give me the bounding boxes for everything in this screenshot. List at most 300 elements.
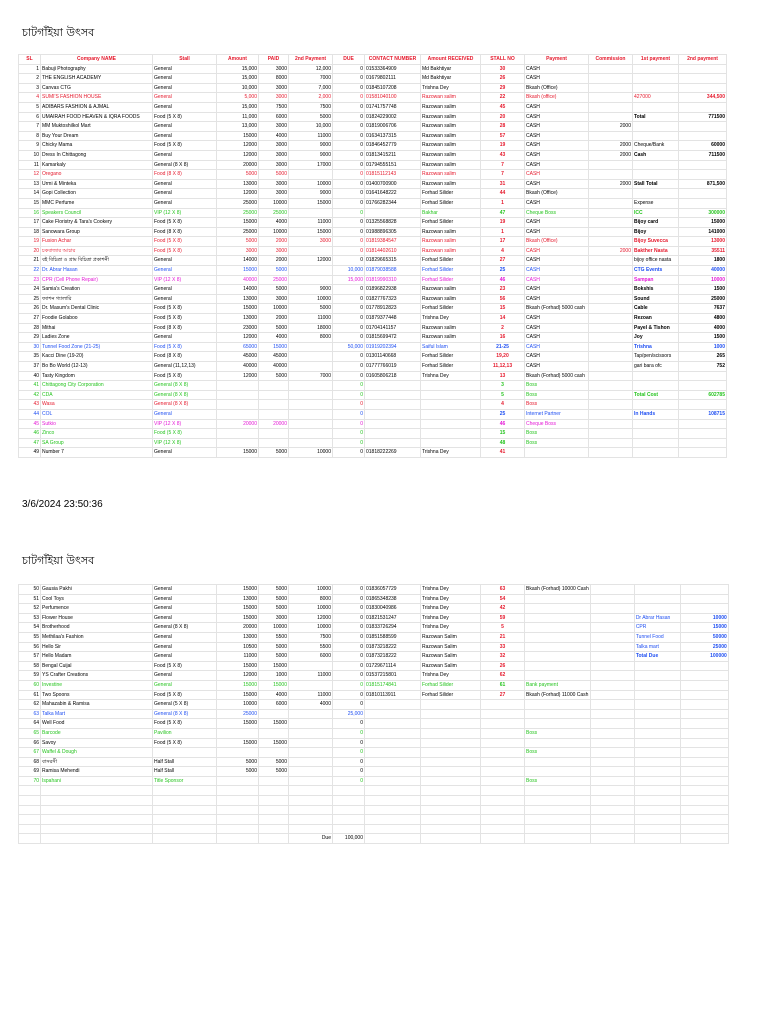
table-row [19,728,729,738]
cell-stall-no: 26 [481,74,525,84]
cell-paid: 6000 [259,112,289,122]
cell-sl: 61 [19,690,41,700]
table-row [19,342,727,352]
cell-contact-number [365,786,421,796]
cell-amount: 13000 [217,632,259,642]
cell-second-payment-summary: 10000 [679,275,727,285]
cell-stall: General (8 X 8) [153,709,217,719]
cell-amount-received: Forhad Silider [421,690,481,700]
cell-amount-received [421,381,481,391]
cell-due: 25,000 [333,709,365,719]
table-row [19,74,727,84]
cell-stall-no: 44 [481,189,525,199]
cell-second-payment: 10000 [289,585,333,595]
cell-due: 0 [333,352,365,362]
cell-stall-no: 3 [481,381,525,391]
cell-company-name [41,786,153,796]
cell-payment: CASH [525,323,589,333]
cell-due: 0 [333,767,365,777]
cell-due: 0 [333,208,365,218]
cell-contact-number: 01873218222 [365,652,421,662]
cell-amount: 25000 [217,198,259,208]
header-second-payment-summary: 2nd payment [679,55,727,65]
cell-amount-received: Forhad Silider [421,256,481,266]
table-row [19,285,727,295]
cell-stall-no: 28 [481,122,525,132]
cell-amount: 13000 [217,594,259,604]
cell-amount: 15000 [217,613,259,623]
cell-sl: 21 [19,256,41,266]
table-header-row [19,55,727,65]
cell-stall [153,834,217,844]
cell-amount-received [421,390,481,400]
cell-stall-no: 23 [481,285,525,295]
cell-commission [590,824,634,834]
cell-amount-received: Trishna Dey [421,594,481,604]
cell-amount [217,815,259,825]
cell-second-payment-summary [679,131,727,141]
cell-due: 0 [333,719,365,729]
cell-payment: Bkash (Forhad) 5000 cash [525,304,589,314]
cell-payment: CASH [525,179,589,189]
cell-amount-received: Saiful Islam [421,342,481,352]
cell-contact-number [365,776,421,786]
cell-amount-received [421,796,481,806]
table-row [19,680,729,690]
cell-first-payment: Cheque/Bank [633,141,679,151]
table-row [19,738,729,748]
cell-amount-received: Razowan Salim [421,632,481,642]
cell-commission [589,390,633,400]
cell-first-payment [634,700,680,710]
cell-contact-number: 01301140668 [365,352,421,362]
cell-contact-number [365,815,421,825]
cell-second-payment-summary: 15000 [679,218,727,228]
cell-paid: 15000 [259,738,289,748]
cell-amount: 15000 [217,680,259,690]
cell-amount-received [421,776,481,786]
cell-contact-number: 01827767323 [365,294,421,304]
cell-commission [590,719,634,729]
cell-amount: 15000 [217,218,259,228]
cell-second-payment-summary: 10000 [680,613,728,623]
cell-sl: 1 [19,64,41,74]
cell-second-payment-summary [680,815,728,825]
cell-commission [589,400,633,410]
cell-first-payment [634,594,680,604]
header-paid: PAID [259,55,289,65]
cell-second-payment [289,400,333,410]
cell-contact-number: 01766282344 [365,198,421,208]
cell-sl [19,815,41,825]
cell-company-name: Wasa [41,400,153,410]
cell-stall-no: 41 [481,448,525,458]
table-row [19,314,727,324]
cell-amount-received: Forhad Silider [421,680,481,690]
cell-stall: General (8 X 8) [153,400,217,410]
cell-second-payment-summary [679,438,727,448]
header-stall: Stall [153,55,217,65]
cell-commission [590,632,634,642]
cell-sl: 29 [19,333,41,343]
cell-first-payment: Stall Total [633,179,679,189]
cell-second-payment-summary: 15000 [680,623,728,633]
cell-sl: 26 [19,304,41,314]
cell-due: 0 [333,429,365,439]
cell-due [333,824,365,834]
cell-amount: 15000 [217,719,259,729]
cell-payment: CASH [525,122,589,132]
cell-amount-received [421,400,481,410]
cell-amount: 20000 [217,623,259,633]
cell-commission [590,767,634,777]
cell-stall-no: 1 [481,198,525,208]
cell-sl: 45 [19,419,41,429]
cell-stall-no: 56 [481,294,525,304]
cell-stall: Food (8 X 8) [153,170,217,180]
cell-stall-no: 30 [481,64,525,74]
cell-sl: 19 [19,237,41,247]
cell-contact-number: 01919202394 [365,342,421,352]
cell-company-name: MM Muktoshilkol Mart [41,122,153,132]
cell-second-payment [289,719,333,729]
cell-company-name: Samia's Creation [41,285,153,295]
cell-second-payment: 11000 [289,131,333,141]
cell-stall: General [153,150,217,160]
table-row [19,448,727,458]
cell-first-payment: bijoy office nasta [633,256,679,266]
cell-amount: 15000 [217,448,259,458]
cell-amount-received [421,786,481,796]
cell-second-payment-summary: 1500 [679,333,727,343]
cell-company-name: Chicky Mama [41,141,153,151]
cell-second-payment: 10000 [289,623,333,633]
cell-stall: General [153,613,217,623]
cell-stall: General [153,131,217,141]
cell-sl: 16 [19,208,41,218]
cell-stall: Food (5 X 8) [153,141,217,151]
cell-second-payment [289,170,333,180]
cell-amount-received [421,728,481,738]
cell-stall [153,796,217,806]
cell-paid [259,429,289,439]
cell-contact-number: 01741757748 [365,102,421,112]
cell-sl: 66 [19,738,41,748]
cell-commission [589,438,633,448]
cell-stall [153,748,217,758]
cell-stall: General (11,12,13) [153,362,217,372]
cell-sl: 24 [19,285,41,295]
cell-sl: 63 [19,709,41,719]
header-commission: Commission [589,55,633,65]
cell-second-payment [289,815,333,825]
cell-payment: CASH [525,275,589,285]
cell-amount-received [421,824,481,834]
cell-stall-no: 11,12,13 [481,362,525,372]
cell-amount [217,438,259,448]
cell-sl [19,786,41,796]
cell-stall: General [153,93,217,103]
cell-amount: 15000 [217,690,259,700]
cell-commission [589,381,633,391]
cell-company-name: Two Spoons [41,690,153,700]
cell-stall: Food (8 X 8) [153,323,217,333]
table-row [19,83,727,93]
cell-contact-number: 01815699472 [365,333,421,343]
cell-stall-no: 17 [481,237,525,247]
cell-paid: 5000 [259,585,289,595]
cell-second-payment-summary [679,400,727,410]
cell-contact-number: 01537215801 [365,671,421,681]
cell-sl: 44 [19,409,41,419]
cell-company-name: Dr. Masum's Dental Clinic [41,304,153,314]
cell-stall: General [153,409,217,419]
table-row [19,419,727,429]
cell-stall-no: 31 [481,179,525,189]
table-row [19,400,727,410]
cell-first-payment: Total [633,112,679,122]
cell-second-payment-summary [680,585,728,595]
cell-sl: 8 [19,131,41,141]
cell-second-payment-summary [680,709,728,719]
cell-due: 0 [333,594,365,604]
cell-commission [589,198,633,208]
cell-amount-received: Forhad Silider [421,198,481,208]
cell-sl: 62 [19,700,41,710]
cell-second-payment-summary [679,122,727,132]
cell-sl: 46 [19,429,41,439]
cell-commission: 2000 [589,122,633,132]
cell-paid [259,805,289,815]
cell-contact-number: 01819006706 [365,122,421,132]
cell-first-payment [633,170,679,180]
cell-commission [589,362,633,372]
cell-first-payment: CTG Events [633,266,679,276]
cell-company-name: Cool Toys [41,594,153,604]
cell-stall-no [481,728,525,738]
cell-second-payment: 11000 [289,314,333,324]
cell-contact-number [365,757,421,767]
cell-contact-number: 01865348238 [365,594,421,604]
cell-company-name: Urmi & Minteka [41,179,153,189]
cell-first-payment: Tap/pen/scissors [633,352,679,362]
cell-sl: 22 [19,266,41,276]
cell-first-payment [633,189,679,199]
cell-contact-number [365,438,421,448]
cell-sl: 12 [19,170,41,180]
cell-company-name: Brotherhood [41,623,153,633]
cell-payment: Boss [525,429,589,439]
table-row [19,256,727,266]
cell-paid: 5000 [259,371,289,381]
table-row [19,623,729,633]
cell-first-payment: ICC [633,208,679,218]
cell-due: 0 [333,294,365,304]
cell-second-payment: 10000 [289,179,333,189]
cell-amount-received: Razowan salim [421,112,481,122]
cell-commission [589,342,633,352]
cell-second-payment-summary [680,776,728,786]
cell-sl: 50 [19,585,41,595]
cell-contact-number: 01815174841 [365,680,421,690]
cell-company-name: Tasty Kingdom [41,371,153,381]
cell-second-payment-summary [680,604,728,614]
cell-stall: General (5 X 8) [153,700,217,710]
cell-amount-received: Razowan salim [421,170,481,180]
cell-stall-no: 15 [481,429,525,439]
table-row [19,815,729,825]
cell-paid: 4000 [259,218,289,228]
cell-amount-received: Trishna Dey [421,671,481,681]
cell-stall: General [153,642,217,652]
cell-due: 0 [333,64,365,74]
cell-first-payment [634,805,680,815]
cell-sl: 40 [19,371,41,381]
cell-contact-number: 01821531247 [365,613,421,623]
cell-first-payment [633,438,679,448]
cell-stall: VIP (12 X 8) [153,438,217,448]
cell-due: 0 [333,170,365,180]
cell-company-name: Perfumence [41,604,153,614]
cell-second-payment: 12000 [289,256,333,266]
cell-first-payment [633,371,679,381]
cell-second-payment [289,824,333,834]
cell-payment: CASH [525,285,589,295]
cell-sl: 64 [19,719,41,729]
table-row [19,642,729,652]
table-row [19,767,729,777]
cell-first-payment [634,585,680,595]
cell-commission [589,64,633,74]
cell-company-name: Mithai [41,323,153,333]
cell-company-name: Sanowara Group [41,227,153,237]
cell-paid [259,438,289,448]
cell-due: 0 [333,690,365,700]
cell-due: 0 [333,700,365,710]
cell-commission [589,93,633,103]
cell-amount [217,728,259,738]
cell-sl: 28 [19,323,41,333]
cell-first-payment [634,738,680,748]
table-row [19,275,727,285]
cell-company-name: Cake Floristry & Tara's Cookery [41,218,153,228]
cell-second-payment: 8000 [289,594,333,604]
cell-second-payment [289,429,333,439]
cell-amount: 12000 [217,150,259,160]
cell-company-name: Foodie Golaboo [41,314,153,324]
cell-second-payment-summary: 1800 [679,256,727,266]
cell-second-payment: 5000 [289,112,333,122]
cell-first-payment: Sampan [633,275,679,285]
table-row [19,294,727,304]
cell-amount-received: Razowan salim [421,122,481,132]
cell-second-payment: 8000 [289,333,333,343]
cell-payment: Boss [525,390,589,400]
cell-second-payment-summary [680,748,728,758]
cell-payment: CASH [525,333,589,343]
cell-contact-number: 01813415211 [365,150,421,160]
cell-paid: 2000 [259,237,289,247]
cell-due: 0 [333,102,365,112]
cell-paid: 3000 [259,122,289,132]
cell-first-payment [633,419,679,429]
cell-amount-received: Trishna Dey [421,604,481,614]
cell-payment: CASH [525,112,589,122]
cell-commission [590,690,634,700]
cell-payment [525,661,591,671]
cell-stall: Food (5 X 8) [153,237,217,247]
cell-amount-received: Razowan Salim [421,652,481,662]
header-first-payment: 1st payment [633,55,679,65]
cell-due: 0 [333,409,365,419]
table-row [19,246,727,256]
cell-contact-number: 01325568828 [365,218,421,228]
cell-commission [589,256,633,266]
cell-first-payment: Joy [633,333,679,343]
cell-contact-number: 01833726294 [365,623,421,633]
cell-contact-number: 01641648222 [365,189,421,199]
cell-paid: 5000 [259,448,289,458]
cell-payment: Bkash (Office) [525,189,589,199]
cell-amount-received: Md Bakhtiyar [421,64,481,74]
cell-second-payment: 2,000 [289,93,333,103]
cell-paid: 10000 [259,227,289,237]
cell-company-name: Oregano [41,170,153,180]
stall-table-page-1 [18,54,727,458]
cell-company-name: বই বিচিত্রা ও গ্রাম বিচিত্রা প্রকাশনী [41,256,153,266]
cell-sl: 6 [19,112,41,122]
cell-first-payment [633,160,679,170]
cell-stall-no [481,824,525,834]
cell-payment: CASH [525,352,589,362]
cell-second-payment: 7,000 [289,83,333,93]
cell-first-payment [634,728,680,738]
cell-sl: 4 [19,93,41,103]
cell-second-payment [289,362,333,372]
cell-amount: 14000 [217,285,259,295]
cell-company-name: Hello Sir [41,642,153,652]
cell-stall-no: 2 [481,323,525,333]
cell-commission [589,333,633,343]
cell-amount: 25000 [217,208,259,218]
cell-payment: Boss [525,400,589,410]
cell-second-payment: 12000 [289,613,333,623]
cell-second-payment: 4000 [289,700,333,710]
cell-second-payment [289,776,333,786]
cell-contact-number: 01845107208 [365,83,421,93]
cell-sl: 58 [19,661,41,671]
cell-due: 15,000 [333,275,365,285]
cell-second-payment-summary [679,64,727,74]
cell-payment: CASH [525,314,589,324]
cell-payment [525,757,591,767]
cell-stall-no [481,805,525,815]
cell-commission [590,661,634,671]
cell-stall-no [481,834,525,844]
cell-sl: 30 [19,342,41,352]
cell-second-payment-summary: 13000 [679,237,727,247]
cell-amount-received: Razowan salim [421,93,481,103]
cell-company-name: Talka Mart [41,709,153,719]
cell-due: 0 [333,131,365,141]
cell-payment: CASH [525,266,589,276]
cell-amount: 13000 [217,294,259,304]
cell-contact-number [365,208,421,218]
cell-company-name: Ispahani [41,776,153,786]
cell-amount-received [421,815,481,825]
cell-second-payment: 5000 [289,304,333,314]
cell-sl: 3 [19,83,41,93]
